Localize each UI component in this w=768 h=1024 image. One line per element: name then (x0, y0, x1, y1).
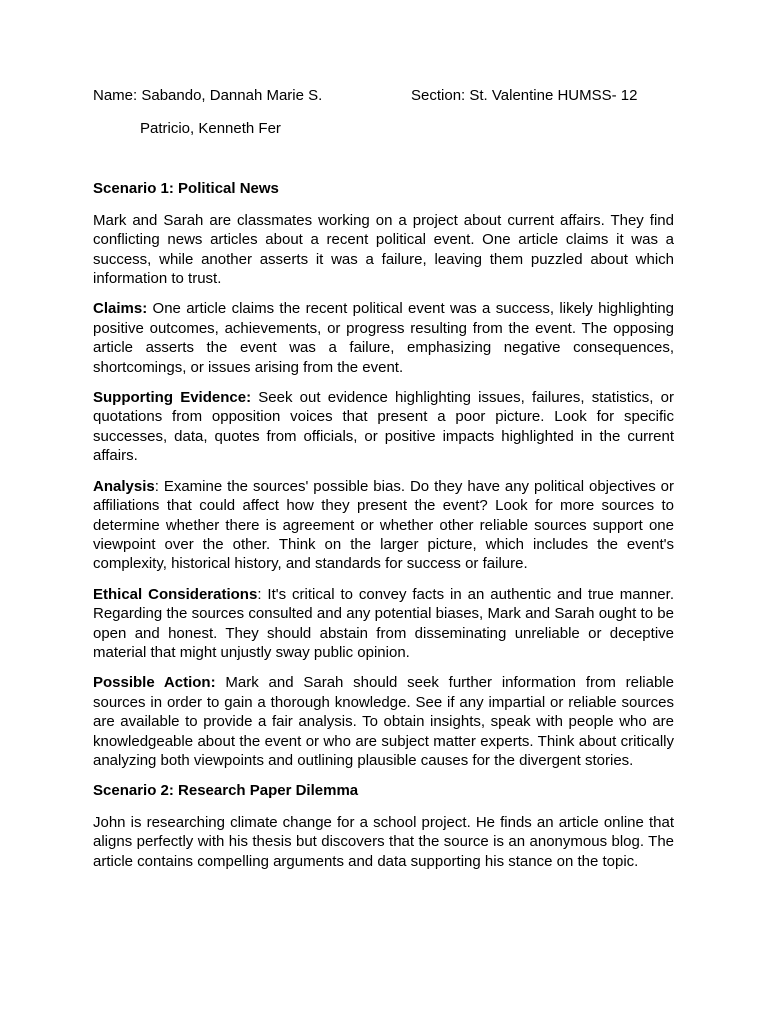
student-section: Section: St. Valentine HUMSS- 12 (411, 87, 638, 104)
claims-text: One article claims the recent political event was a success, likely highlighting positive outcomes, achievements, or progress resulting from the event. The opposing article asserts the event was a failure, emphasizing negative consequences, shortcomings, or issues arising from the event. (93, 300, 674, 376)
partner-name: Patricio, Kenneth Fer (140, 120, 281, 137)
evidence-text: Seek out evidence highlighting issues, failures, statistics, or quotations from opposition voices that present a poor picture. Look for specific successes, data, quotes from officials, or positive impacts highlighted in the current affairs. (93, 389, 674, 465)
ethical-text: : It's critical to convey facts in an authentic and true manner. Regarding the sources consulted and any potential biases, Mark and Sarah ought to be open and honest. They should abstain from disseminating unreliable or deceptive material that might unjustly sway public opinion. (93, 585, 674, 661)
ethical-label: Ethical Considerations (93, 585, 258, 603)
claims-label: Claims: (93, 300, 148, 318)
student-name: Name: Sabando, Dannah Marie S. (93, 87, 323, 104)
scenario-1-intro: Mark and Sarah are classmates working on a project about current affairs. They find conflicting news articles about a recent political event. One article claims it was a success, while another asserts it was a failure, leaving them puzzled about which information to trust. (93, 211, 674, 288)
header-row (93, 86, 674, 106)
scenario-1-title: Scenario 1: Political News (93, 180, 279, 198)
scenario-2-title: Scenario 2: Research Paper Dilemma (93, 782, 359, 800)
document-body (93, 86, 674, 871)
action-paragraph (93, 673, 674, 770)
scenario-2-intro: John is researching climate change for a school project. He finds an article online that aligns perfectly with his thesis but discovers that the source is an anonymous blog. The article contains compelling arguments and data supporting his stance on the topic. (93, 813, 674, 870)
action-label: Possible Action: (93, 674, 216, 692)
claims-paragraph (93, 299, 674, 377)
action-text: Mark and Sarah should seek further information from reliable sources in order to gain a thorough knowledge. See if any impartial or reliable sources are available to provide a fair analysis. To obtain insights, speak with people who are knowledgeable about the event or who are subject matter experts. Think about critically analyzing both viewpoints and outlining plausible causes for the divergent stories. (93, 674, 674, 769)
ethical-paragraph (93, 585, 674, 663)
analysis-label: Analysis (93, 477, 155, 495)
evidence-paragraph (93, 388, 674, 466)
analysis-text: : Examine the sources' possible bias. Do they have any political objectives or affiliations that could affect how they present the event? Look for more sources to determine whether there is agreement or whether other reliable sources support one viewpoint over the other. Think on the larger picture, which includes the event's complexity, historical history, and standards for success or failure. (93, 477, 674, 573)
analysis-paragraph (93, 477, 674, 574)
evidence-label: Supporting Evidence: (93, 389, 252, 407)
